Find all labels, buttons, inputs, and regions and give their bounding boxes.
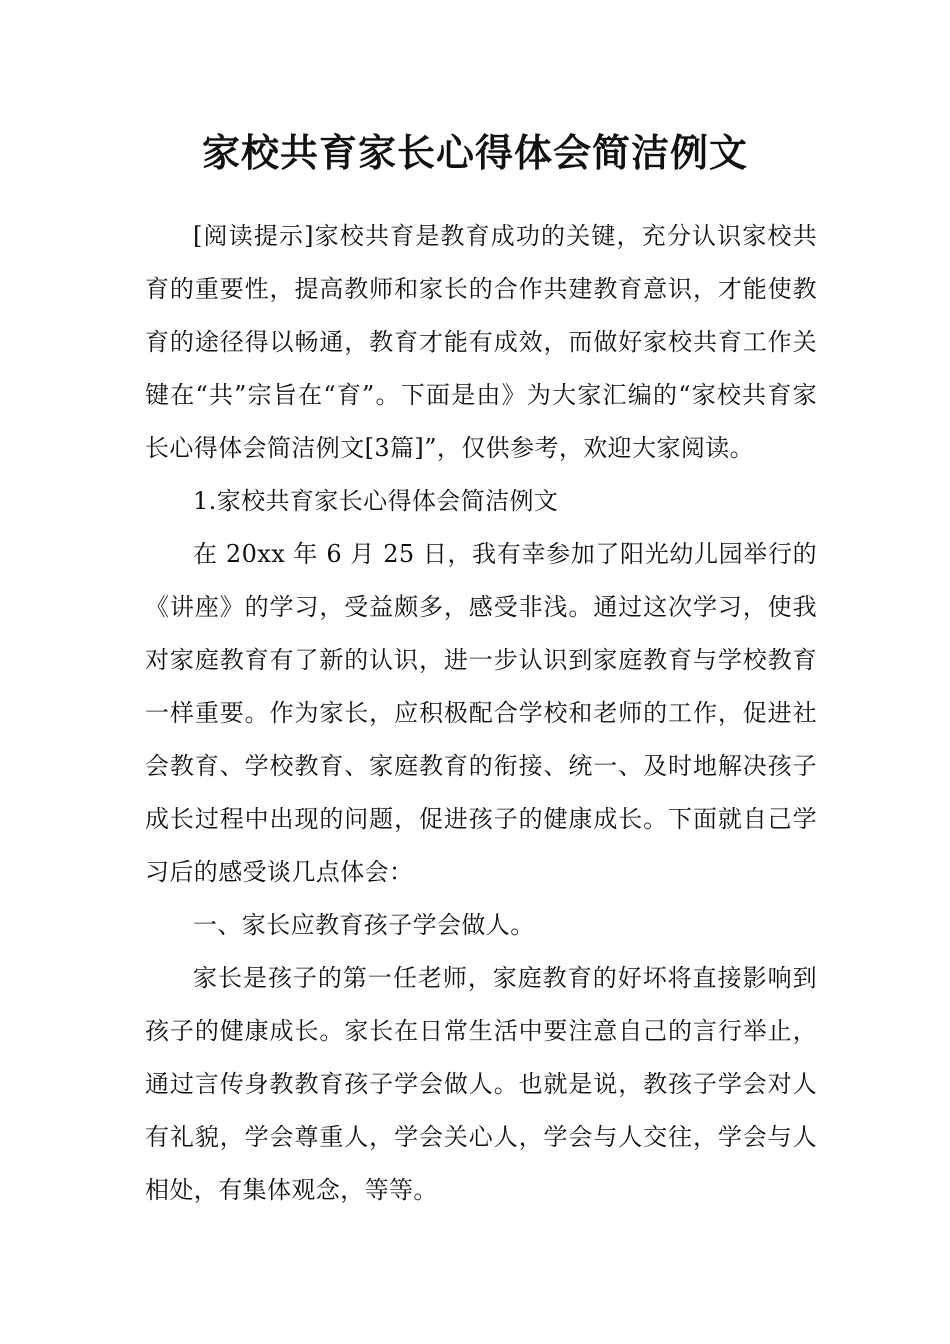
body-paragraph-intro: 在 20xx 年 6 月 25 日，我有幸参加了阳光幼儿园举行的《讲座》的学习，受益颇多，感受非浅。通过这次学习，使我对家庭教育有了新的认识，进一步认识到家庭教育与学校教育一样重要。作为家长，应积极配合学校和老师的工作，促进社会教育、学校教育、家庭教育的衔接、统一、及时地解决孩子成长过程中出现的问题，促进孩子的健康成长。下面就自己学习后的感受谈几点体会： <box>145 540 817 886</box>
reading-tip-paragraph: [阅读提示]家校共育是教育成功的关键，充分认识家校共育的重要性，提高教师和家长的合作共建教育意识，才能使教育的途径得以畅通，教育才能有成效，而做好家校共育工作关键在“共”宗旨在“育”。下面是由》为大家汇编的“家校共育家长心得体会简洁例文[3篇]”，仅供参考，欢迎大家阅读。 <box>145 222 817 462</box>
subheading-point-1: 一、家长应教育孩子学会做人。 <box>193 911 535 939</box>
document-body <box>145 210 817 1217</box>
body-paragraph-point-1: 家长是孩子的第一任老师，家庭教育的好坏将直接影响到孩子的健康成长。家长在日常生活中要注意自己的言行举止，通过言传身教教育孩子学会做人。也就是说，教孩子学会对人有礼貌，学会尊重人，学会关心人，学会与人交往，学会与人相处，有集体观念，等等。 <box>145 964 817 1204</box>
document-title: 家校共育家长心得体会简洁例文 <box>201 131 748 176</box>
section-heading-1: 1.家校共育家长心得体会简洁例文 <box>193 487 559 515</box>
